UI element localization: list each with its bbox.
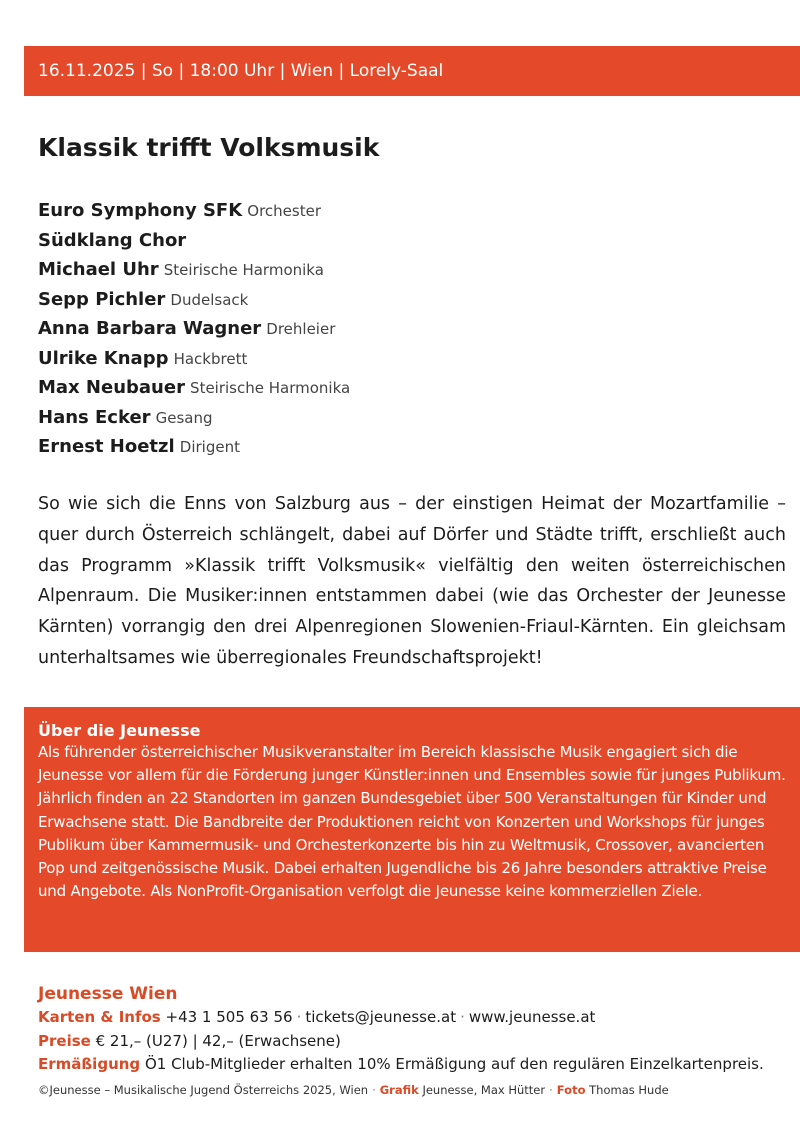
performer-item: [38, 344, 350, 374]
website-link[interactable]: www.jeunesse.at: [468, 1008, 596, 1026]
performer-item: [38, 403, 350, 433]
performer-item: [38, 255, 350, 285]
performer-list: [38, 196, 350, 462]
prices-value: € 21,– (U27) | 42,– (Erwachsene): [95, 1031, 341, 1050]
discount-label: Ermäßigung: [38, 1055, 141, 1073]
performer-role: Hackbrett: [173, 349, 248, 368]
graphic-label: Grafik: [379, 1082, 419, 1097]
copyright-text: ©Jeunesse – Musikalische Jugend Österreichs 2025, Wien: [38, 1082, 369, 1097]
performer-item: [38, 314, 350, 344]
performer-name: Ulrike Knapp: [38, 347, 169, 369]
performer-role: Gesang: [155, 408, 213, 427]
footer: [38, 982, 788, 1101]
phone-number[interactable]: +43 1 505 63 56: [165, 1008, 293, 1026]
performer-role: Steirische Harmonika: [190, 379, 351, 397]
performer-name: Max Neubauer: [38, 377, 185, 398]
program-description: So wie sich die Enns von Salzburg aus – der einstigen Heimat der Mozartfamilie – quer durch Österreich schlängelt, dabei auf Dörfer und Städte trifft, erschließt auch das Programm »Klassik trifft Volksmusik« vielfältig den weiten österreichischen Alpenraum. Die Musiker:innen entstammen dabei (wie das Orchester der Jeunesse Kärnten) vorrangig den drei Alpenregionen Slowenien-Friaul-Kärnten. Ein gleichsam unterhaltsames wie überregionales Freundschaftsprojekt!: [38, 494, 786, 668]
about-heading: Über die Jeunesse: [38, 721, 201, 740]
performer-item: [38, 226, 350, 256]
separator: ·: [372, 1082, 376, 1097]
prices-line: [38, 1030, 788, 1054]
performer-item: [38, 196, 350, 226]
separator: ·: [296, 1008, 302, 1026]
about-text: Als führender österreichischer Musikveranstalter im Bereich klassische Musik engagiert sich die Jeunesse vor allem für die Förderung junger Künstler:innen und Ensembles sowie für junges Publikum. Jährlich finden an 22 Standorten im ganzen Bundesgebiet über 500 Veranstaltungen für Kinder und Erwachsene statt. Die Bandbreite der Produktionen reicht von Konzerten und Workshops für junges Publikum über Kammermusik- und Orchesterkonzerte bis hin zu Weltmusik, Crossover, avancierten Pop und zeitgenössische Musik. Dabei erhalten Jugendliche bis 26 Jahre besonders attraktive Preise und Angebote. Als NonProfit-Organisation verfolgt die Jeunesse keine kommerziellen Ziele.: [38, 743, 786, 901]
performer-name: Ernest Hoetzl: [38, 436, 175, 457]
performer-name: Anna Barbara Wagner: [38, 318, 262, 339]
about-jeunesse-box: [24, 707, 800, 952]
ticket-info-line: [38, 1006, 788, 1030]
tickets-label: Karten & Infos: [38, 1008, 161, 1026]
performer-role: Drehleier: [266, 320, 336, 338]
performer-role: Dudelsack: [170, 290, 249, 309]
photo-credit: Thomas Hude: [589, 1082, 669, 1097]
performer-name: Hans Ecker: [38, 406, 151, 428]
performer-name: Südklang Chor: [38, 229, 187, 251]
performer-name: Michael Uhr: [38, 259, 159, 280]
prices-label: Preise: [38, 1031, 91, 1050]
discount-value: Ö1 Club-Mitglieder erhalten 10% Ermäßigung auf den regulären Einzelkartenpreis.: [144, 1055, 764, 1073]
separator: ·: [460, 1008, 465, 1026]
discount-line: [38, 1053, 788, 1077]
photo-label: Foto: [556, 1082, 586, 1097]
performer-name: Sepp Pichler: [38, 288, 166, 310]
credits-line: [38, 1079, 788, 1101]
performer-role: Steirische Harmonika: [163, 261, 324, 279]
performer-item: [38, 285, 350, 315]
concert-title: Klassik trifft Volksmusik: [38, 133, 380, 162]
performer-item: [38, 373, 350, 403]
event-info-text: 16.11.2025 | So | 18:00 Uhr | Wien | Lorely-Saal: [38, 61, 444, 81]
graphic-credit: Jeunesse, Max Hütter: [422, 1082, 546, 1097]
email-link[interactable]: tickets@jeunesse.at: [305, 1008, 457, 1026]
separator: ·: [549, 1082, 553, 1097]
performer-role: Dirigent: [179, 438, 240, 456]
footer-org-name: Jeunesse Wien: [38, 984, 178, 1004]
performer-name: Euro Symphony SFK: [38, 200, 243, 221]
event-info-bar: [24, 46, 800, 96]
performer-item: [38, 432, 350, 462]
performer-role: Orchester: [247, 202, 321, 220]
